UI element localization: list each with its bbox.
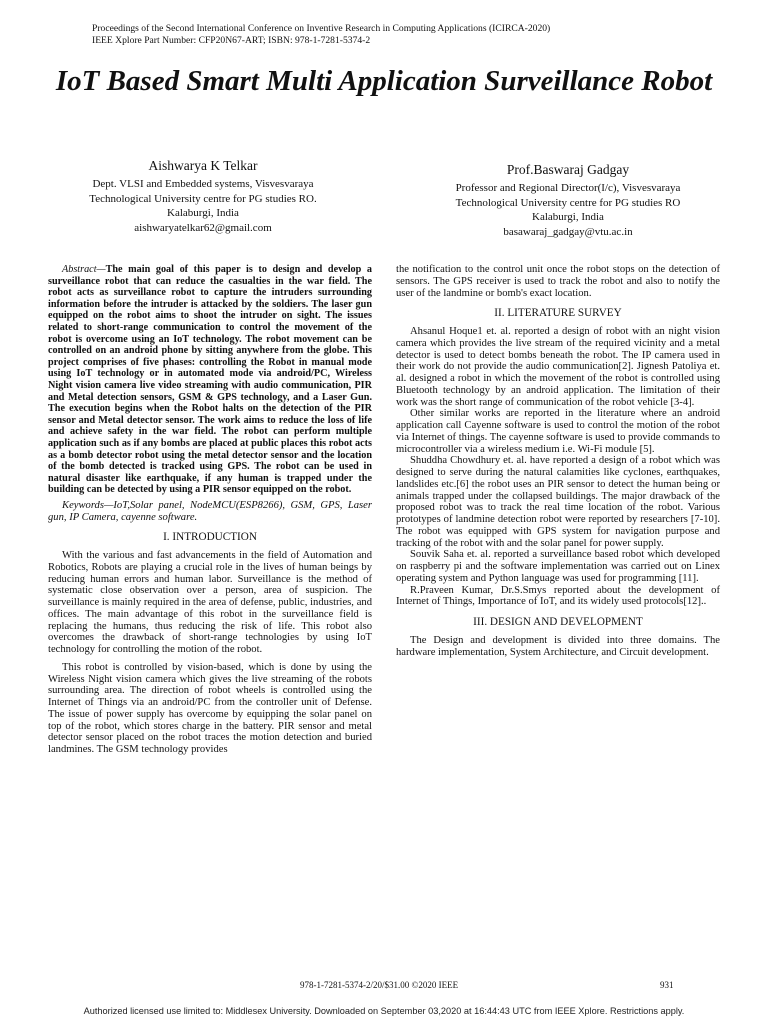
proceedings-line-2: IEEE Xplore Part Number: CFP20N67-ART; ISBN: 978-1-7281-5374-2	[92, 35, 371, 46]
section-heading-introduction: I. INTRODUCTION	[163, 531, 257, 544]
proceedings-line-1: Proceedings of the Second International Conference on Inventive Research in Computing Applications (ICIRCA-2020)	[92, 23, 551, 34]
section-heading-literature-survey: II. LITERATURE SURVEY	[494, 307, 622, 320]
paragraph: R.Praveen Kumar, Dr.S.Smys reported about the development of Internet of Things, Importance of IoT, and its widely used protocols[12]..	[396, 584, 720, 608]
left-column	[48, 264, 372, 756]
paragraph: Souvik Saha et. al. reported a surveillance based robot which developed on raspberry pi and the software implementation was carried out on Linex operating system and Python language was used for programming [11].	[396, 549, 720, 584]
author-name: Aishwarya K Telkar	[148, 158, 258, 173]
author-email: aishwaryatelkar62@gmail.com	[134, 221, 272, 234]
author-location: Kalaburgi, India	[532, 211, 604, 223]
author-affiliation: Professor and Regional Director(I/c), Visvesvaraya	[455, 182, 681, 194]
author-affiliation: Technological University centre for PG studies RO	[455, 196, 681, 209]
paragraph: Other similar works are reported in the literature where an android application call Cayenne software is used to control the motion of the robot via Internet of things. The cayenne software is used to provide commands to microcontroller via a wireless medium i.e. Wi-Fi module [5].	[396, 408, 720, 455]
abstract-lead: Abstract—	[62, 264, 106, 275]
proceedings-header	[92, 23, 550, 47]
author-location: Kalaburgi, India	[167, 207, 239, 219]
page-number: 931	[660, 980, 674, 990]
footer-identifier: 978-1-7281-5374-2/20/$31.00 ©2020 IEEE	[300, 980, 459, 990]
author-block-1	[58, 157, 348, 235]
abstract	[48, 264, 372, 496]
paragraph: Ahsanul Hoque1 et. al. reported a design of robot with an night vision camera which provides the live stream of the required vicinity and a metal detector is used to detect bombs beneath the robot. The IP camera used in their work do not provide the audio communication[2]. Jignesh Patoliya et. al. designed a robot in which the movement of the robot is controlled using Bluetooth technology by an android application. The limitation of their work was the short range of communication of the robot vehicle [3-4].	[396, 326, 720, 408]
author-affiliation: Technological University centre for PG studies RO.	[89, 192, 317, 205]
author-name: Prof.Baswaraj Gadgay	[506, 162, 630, 177]
keywords: Keywords—IoT,Solar panel, NodeMCU(ESP8266), GSM, GPS, Laser gun, IP Camera, cayenne software.	[48, 499, 372, 523]
author-block-2	[418, 161, 718, 239]
author-affiliation: Dept. VLSI and Embedded systems, Visvesvaraya	[92, 178, 314, 190]
paragraph: Shuddha Chowdhury et. al. have reported a design of a robot which was designed to serve during the natural calamities like cyclones, earthquakes, landslides etc.[6] the robot uses an PIR sensor to detect the human being or animals trapped under the collapsed buildings. The major drawback of the proposed robot was to track the real time location of the robot. Various prototypes of landmine detection robot were reported by researchers [7-10]. The robot was equipped with GPS system for navigation purpose and tracking of the robot with and the solar panel for power supply.	[396, 455, 720, 549]
license-notice: Authorized licensed use limited to: Middlesex University. Downloaded on September 03,2020 at 16:44:43 UTC from IEEE Xplore. Restrictions apply.	[83, 1006, 685, 1016]
author-email: basawaraj_gadgay@vtu.ac.in	[503, 225, 633, 238]
paragraph: The Design and development is divided into three domains. The hardware implementation, System Architecture, and Circuit development.	[396, 634, 720, 658]
paragraph: This robot is controlled by vision-based, which is done by using the Wireless Night vision camera which gives the live streaming of the robots surrounding area. The direction of robot wheels is controlled using the Internet of Things via an android/PC from the controller unit of Defense. The issue of power supply has overcome by equipping the solar panel on top of the robot, which stores charge in the battery. PIR sensor and metal detector sensor placed on the robot traces the motion detection and buried landmines. The GSM technology provides	[48, 661, 372, 756]
paragraph: With the various and fast advancements in the field of Automation and Robotics, Robots are playing a crucial role in the lives of human beings by reducing human errors and human labor. Surveillance is the method of systematic close observation over a person, area of suspicion. The surveillance is mainly required in the area of defense, public, industries, and offices. The main advantage of this robot in the surveillance field is replacing the humans, thus reducing the risk of life. This robot also overcomes the drawback of short-range technologies by using IoT technology for controlling the motion of the robot.	[48, 550, 372, 656]
right-column	[396, 264, 720, 658]
paper-title: IoT Based Smart Multi Application Surveillance Robot	[55, 65, 713, 97]
section-heading-design: III. DESIGN AND DEVELOPMENT	[473, 616, 643, 628]
abstract-text: The main goal of this paper is to design and develop a surveillance robot that can reduce the casualties in the war field. The robot acts as surveillance robot to capture the intruders surrounding information before the intruder is attacked by the soldiers. The laser gun equipped on the robot aims to shoot the intruder on sight. The issues related to short-range communication to control the movement of the robot is overcome using an IoT technology. The robot movement can be controlled on an android phone by sitting anywhere from the globe. This project comprises of five phases: controlling the Robot in manual mode using IoT technology or in automated mode via android/PC, Wireless Night vision camera live video streaming with audio communication, PIR and Metal detection sensors, GSM & GPS technology, and a Laser Gun. The execution begins when the Robot halts on the detection of the PIR sensor and Metal detector sensor. The work aims to reduce the loss of life and achieve safety in the war field. The robot can perform multiple application such as if any bombs are placed at public places this robot acts as a bomb detector robot using the metal detector sensor and the location of the bomb detected is tracked using GPS. The robot can be used in natural disaster like earthquake, if any human is trapped under the building can be detected by using a PIR sensor equipped on the robot.	[48, 264, 372, 496]
paragraph: the notification to the control unit once the robot stops on the detection of sensors. The GPS receiver is used to track the robot and also to notify the user of the landmine or bomb's exact location.	[396, 264, 720, 299]
